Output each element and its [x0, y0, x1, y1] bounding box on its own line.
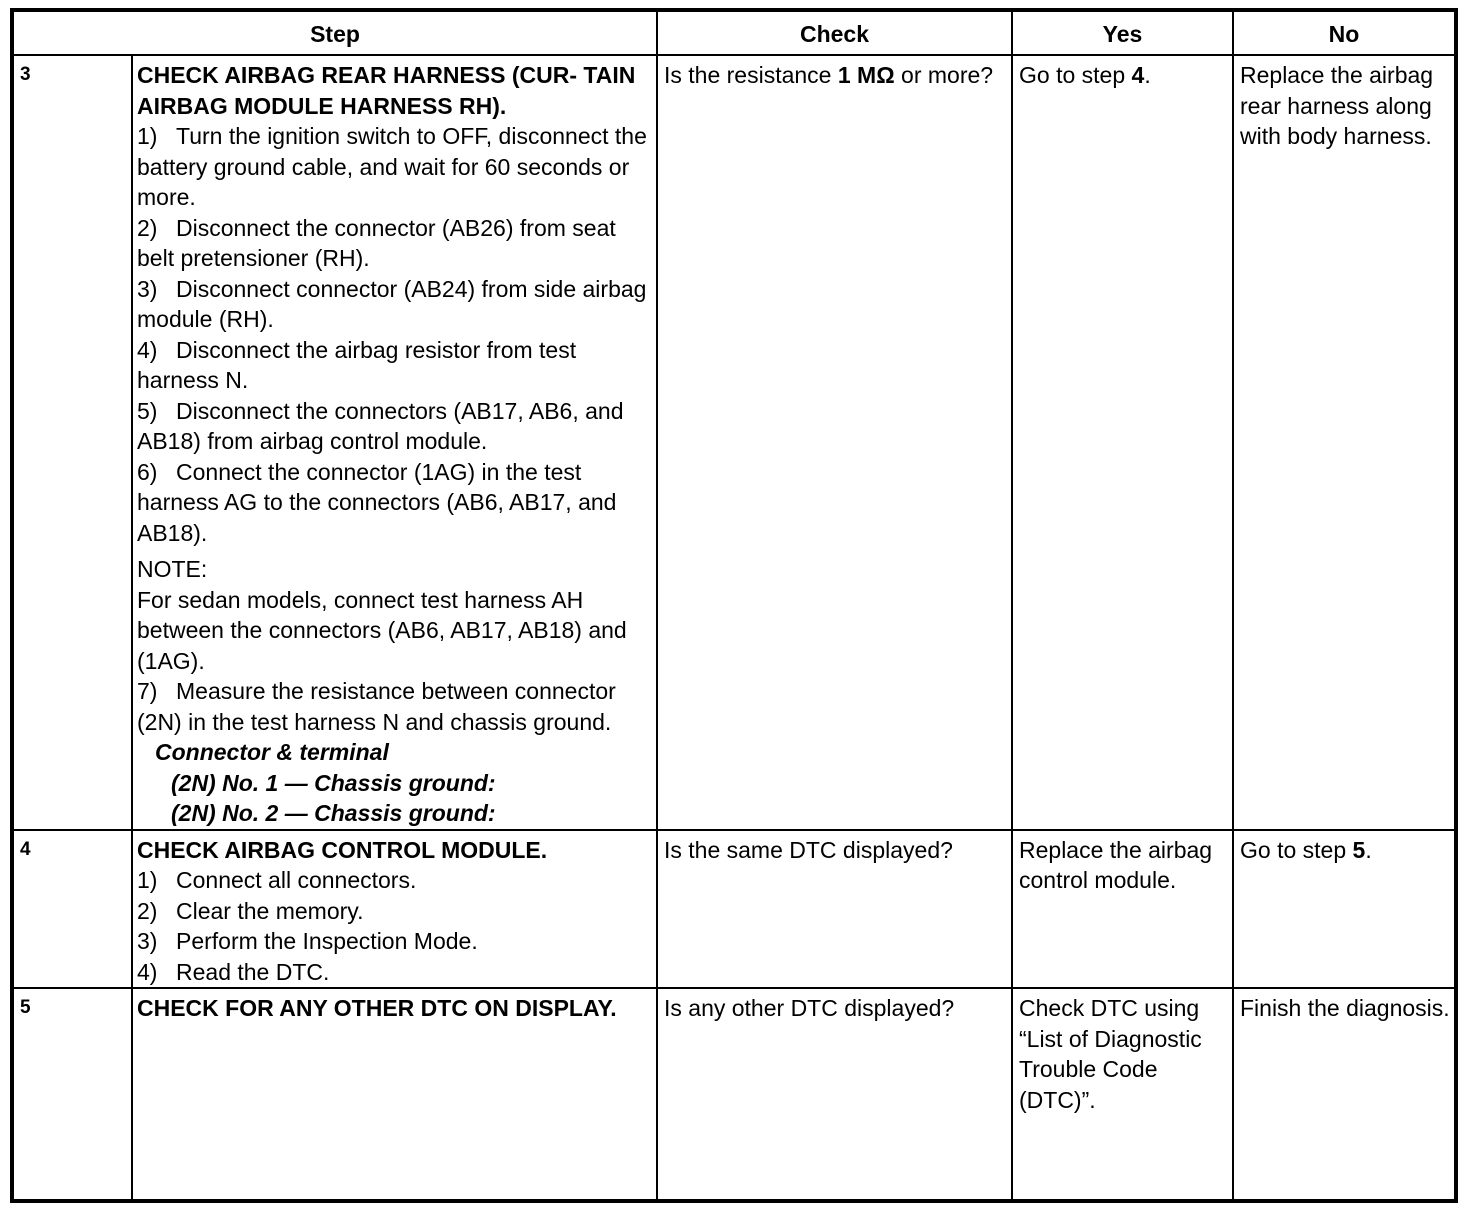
spec-line: (2N) No. 2 — Chassis ground: — [171, 800, 496, 826]
substep-number: 1) — [137, 123, 158, 149]
no-cell — [1233, 830, 1456, 989]
step-cell — [132, 55, 657, 830]
step-title: CHECK AIRBAG REAR HARNESS (CUR- TAIN AIRBAG MODULE HARNESS RH). — [137, 62, 636, 119]
no-text: Go to step — [1240, 836, 1353, 863]
substep-text: Disconnect the airbag resistor from test harness N. — [137, 336, 577, 393]
no-text: Replace the airbag rear harness along with body harness. — [1240, 62, 1434, 149]
check-cell — [657, 988, 1012, 1201]
yes-step-ref: 4 — [1131, 62, 1145, 88]
yes-text: Check DTC using “List of Diagnostic Trouble Code (DTC)”. — [1019, 995, 1202, 1113]
note-label: NOTE: — [137, 556, 208, 582]
substep — [137, 457, 652, 549]
yes-text: Go to step — [1019, 62, 1132, 88]
check-text: Is the resistance — [664, 62, 838, 88]
substep-text: Connect all connectors. — [176, 867, 417, 893]
substep-number: 3) — [137, 928, 158, 954]
no-text: Finish the diagnosis. — [1240, 995, 1450, 1021]
no-cell — [1233, 55, 1456, 830]
check-value: 1 MΩ — [837, 62, 895, 88]
substep-number: 2) — [137, 897, 158, 924]
no-step-ref: 5 — [1352, 836, 1366, 863]
substep — [137, 121, 652, 213]
substep-number: 4) — [137, 336, 158, 363]
substep — [137, 335, 652, 396]
substep-number: 7) — [137, 678, 158, 704]
check-text-end: or more? — [894, 62, 994, 88]
yes-cell — [1012, 988, 1233, 1201]
substep-number: 1) — [137, 867, 158, 893]
no-cell — [1233, 988, 1456, 1201]
substep — [137, 957, 652, 988]
header-yes: Yes — [1012, 10, 1233, 55]
substep-number: 6) — [137, 458, 158, 485]
check-text: Is the same DTC displayed? — [664, 836, 953, 863]
substep — [137, 865, 652, 896]
substep — [137, 896, 652, 927]
header-row — [12, 10, 1456, 55]
substep-number: 2) — [137, 214, 158, 241]
step-cell — [132, 830, 657, 989]
substep — [137, 274, 652, 335]
substep-number: 3) — [137, 275, 158, 302]
substep — [137, 396, 652, 457]
step-title: CHECK AIRBAG CONTROL MODULE. — [137, 836, 548, 863]
table-row — [12, 830, 1456, 989]
yes-cell — [1012, 830, 1233, 989]
step-number: 5 — [12, 988, 132, 1201]
table-row — [12, 55, 1456, 830]
yes-text: Replace the airbag control module. — [1019, 836, 1213, 893]
header-step: Step — [12, 10, 657, 55]
check-text: Is any other DTC displayed? — [664, 995, 955, 1021]
substep — [137, 926, 652, 957]
substep-text: Disconnect connector (AB24) from side airbag module (RH). — [137, 275, 647, 332]
substep-text: Disconnect the connectors (AB17, AB6, and AB18) from airbag control module. — [137, 397, 624, 454]
header-check: Check — [657, 10, 1012, 55]
step-number: 4 — [12, 830, 132, 989]
substep-number: 5) — [137, 397, 158, 424]
check-cell — [657, 55, 1012, 830]
substep-text: Disconnect the connector (AB26) from seat belt pretensioner (RH). — [137, 214, 616, 271]
no-text-end: . — [1365, 836, 1372, 863]
spec-line: (2N) No. 1 — Chassis ground: — [171, 769, 496, 796]
spec-heading: Connector & terminal — [155, 739, 389, 765]
yes-cell — [1012, 55, 1233, 830]
diagnostic-table — [10, 8, 1458, 1203]
yes-text-end: . — [1144, 62, 1151, 88]
header-no: No — [1233, 10, 1456, 55]
substep — [137, 213, 652, 274]
substep-text: Measure the resistance between connector (2N) in the test harness N and chassis ground. — [137, 678, 616, 735]
check-cell — [657, 830, 1012, 989]
step-number: 3 — [12, 55, 132, 830]
substep-text: Perform the Inspection Mode. — [176, 928, 478, 954]
substep-text: Read the DTC. — [176, 958, 330, 985]
substep-text: Turn the ignition switch to OFF, disconnect the battery ground cable, and wait for 60 seconds or more. — [137, 123, 647, 210]
substep-text: Connect the connector (1AG) in the test harness AG to the connectors (AB6, AB17, and AB18). — [137, 458, 617, 546]
table-row — [12, 988, 1456, 1201]
substep — [137, 676, 652, 737]
step-title: CHECK FOR ANY OTHER DTC ON DISPLAY. — [137, 995, 617, 1021]
step-cell — [132, 988, 657, 1201]
substep-number: 4) — [137, 958, 158, 985]
note-text: For sedan models, connect test harness AH between the connectors (AB6, AB17, AB18) and (1AG). — [137, 586, 627, 674]
substep-text: Clear the memory. — [176, 897, 364, 924]
